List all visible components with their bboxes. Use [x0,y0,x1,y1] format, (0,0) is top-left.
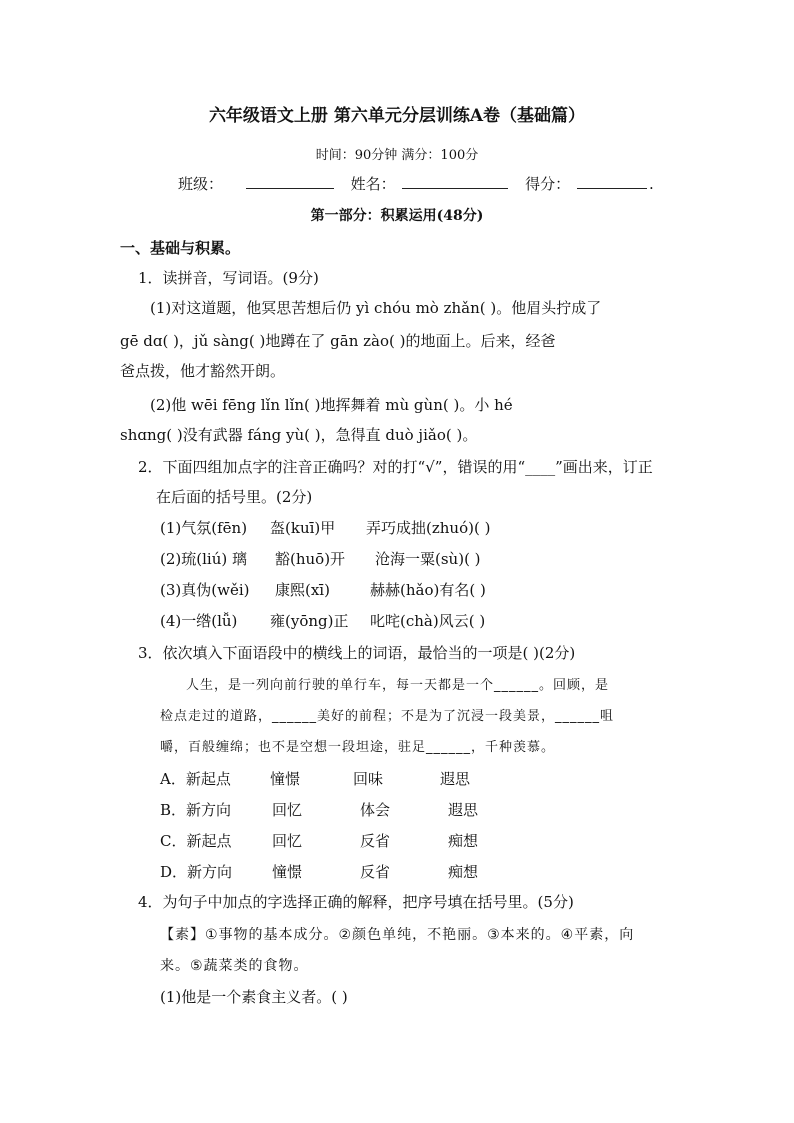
score-blank[interactable] [577,174,647,189]
q3-passage-2: 检点走过的道路，______美好的前程；不是为了沉浸一段美景，______咀 [160,709,615,724]
q1-line-4: (2)他 wēi fēng lǐn lǐn( )地挥舞着 mù gùn( )。小 hé [150,396,513,414]
class-blank[interactable] [246,174,334,189]
q4-sentence-1: (1)他是一个素食主义者。( ) [160,988,348,1006]
q3-option-a-word-1[interactable]: A．新起点 [160,770,231,788]
q2-row-1-c: 弄巧成拙(zhuó)( ) [366,519,491,537]
q3-option-b-word-4: 遐思 [448,801,479,819]
q4-definition-2: 来。⑤蔬菜类的食物。 [160,958,309,974]
q3-option-c-word-4: 痴想 [448,832,479,850]
q1-stem: 1．读拼音，写词语。(9分) [138,269,319,287]
q3-option-d-word-1[interactable]: D．新方向 [160,863,233,881]
q2-row-1-a: (1)气氛(fēn) [160,519,248,537]
q2-stem-2: 在后面的括号里。(2分) [156,488,313,506]
exam-time-score: 时间：90分钟 满分：100分 [315,148,479,163]
info-end-mark: . [648,175,654,193]
q1-line-5: shɑng( )没有武器 fáng yù( )，急得直 duò jiǎo( )。 [120,426,478,444]
q2-row-3-a: (3)真伪(wěi) [160,581,250,599]
class-label: 班级： [178,175,224,193]
part-one-heading: 第一部分：积累运用(48分) [310,208,484,224]
q3-passage-3: 嚼，百般缠绵；也不是空想一段坦途，驻足______，千种羡慕。 [160,740,556,755]
q3-option-d-word-3: 反省 [360,863,391,881]
q1-line-3: 爸点拨，他才豁然开朗。 [120,362,286,380]
q3-option-a-word-4: 遐思 [440,770,471,788]
score-label: 得分： [525,175,571,193]
q3-option-d-word-2: 憧憬 [272,863,303,881]
q1-line-2: gē dɑ( )，jǔ sàng( )地蹲在了 gān zào( )的地面上。后来，经爸 [120,332,556,350]
q3-option-a-word-2: 憧憬 [270,770,301,788]
exam-title: 六年级语文上册 第六单元分层训练A卷（基础篇） [208,106,586,126]
q4-definition-1: 【素】①事物的基本成分。②颜色单纯，不艳丽。③本来的。④平素，向 [160,927,635,943]
section-one-heading: 一、基础与积累。 [120,239,241,257]
q2-row-4-a: (4)一绺(lǚ) [160,612,238,630]
name-blank[interactable] [402,174,508,189]
student-info-row [178,174,654,194]
q3-passage-1: 人生，是一列向前行驶的单行车，每一天都是一个______。回顾，是 [186,678,610,693]
q2-row-3-b: 康熙(xī) [275,581,330,599]
q2-row-4-b: 雍(yōng)正 [270,612,349,630]
q2-row-2-b: 豁(huō)开 [275,550,346,568]
q3-option-b-word-1[interactable]: B．新方向 [160,801,232,819]
q3-option-c-word-2: 回忆 [272,832,303,850]
name-label: 姓名： [350,175,396,193]
q4-stem: 4．为句子中加点的字选择正确的解释，把序号填在括号里。(5分) [138,893,574,911]
q2-row-3-c: 赫赫(hǎo)有名( ) [370,581,486,599]
q2-stem-1: 2．下面四组加点字的注音正确吗？对的打“√”，错误的用“____”画出来，订正 [138,458,653,476]
q3-option-b-word-3: 体会 [360,801,391,819]
q2-row-1-b: 盔(kuī)甲 [270,519,336,537]
q2-row-2-c: 沧海一粟(sù)( ) [375,550,481,568]
q3-stem: 3．依次填入下面语段中的横线上的词语，最恰当的一项是( )(2分) [138,644,576,662]
q3-option-c-word-1[interactable]: C．新起点 [160,832,232,850]
q3-option-a-word-3: 回味 [353,770,384,788]
q1-line-1: (1)对这道题，他冥思苦想后仍 yì chóu mò zhǎn( )。他眉头拧成了 [150,299,602,317]
q2-row-2-a: (2)琉(liú) 璃 [160,550,247,568]
q2-row-4-c: 叱咤(chà)风云( ) [370,612,486,630]
q3-option-c-word-3: 反省 [360,832,391,850]
q3-option-b-word-2: 回忆 [272,801,303,819]
q3-option-d-word-4: 痴想 [448,863,479,881]
